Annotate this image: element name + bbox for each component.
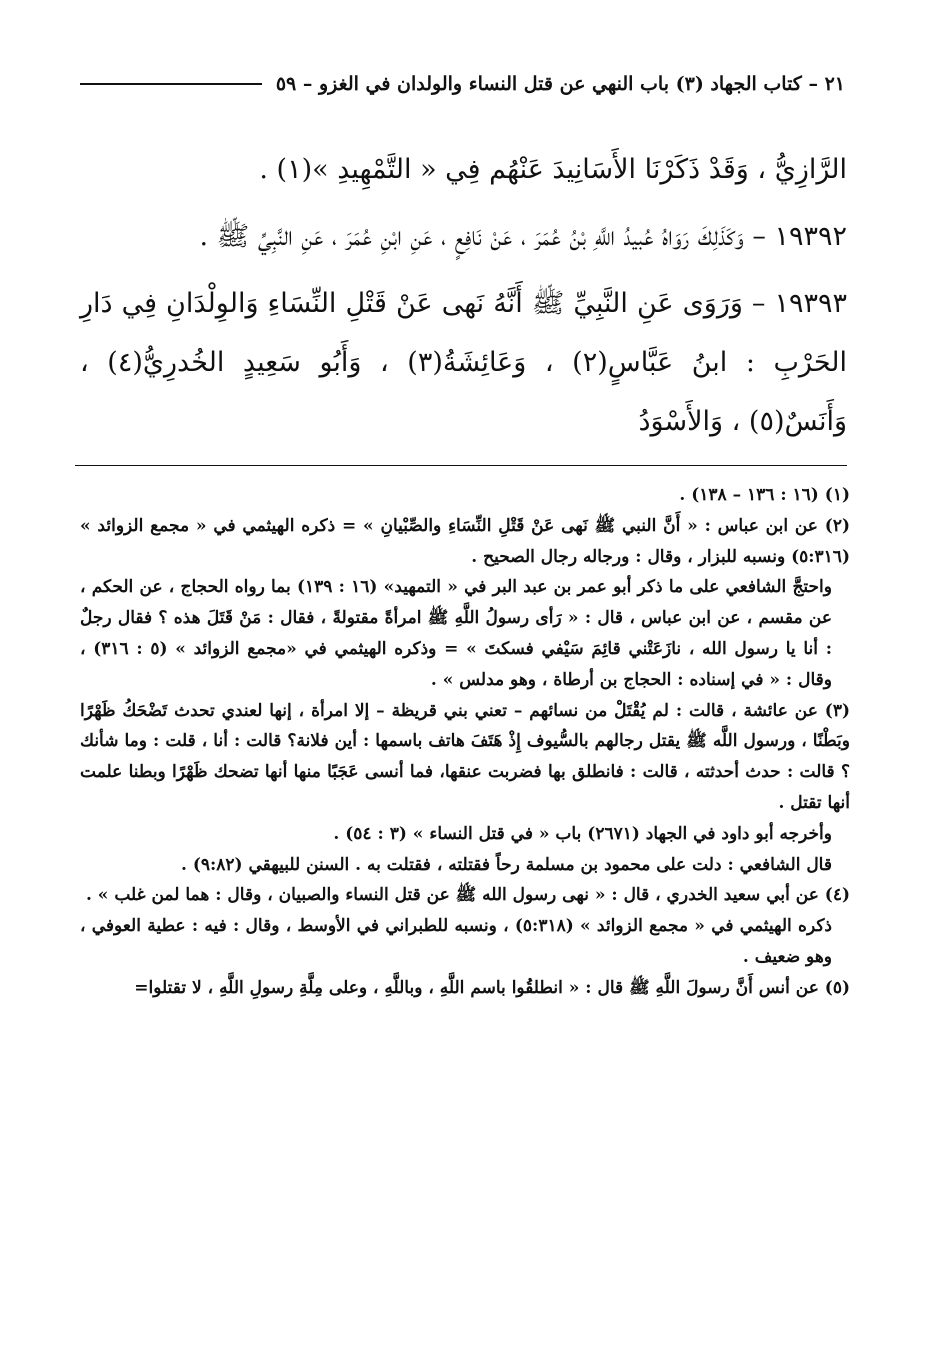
main-paragraph: ١٩٣٩٣ – وَرَوَى عَنِ النَّبِيِّ ﷺ أَنَّهُ نَهى عَنْ قَتْلِ النِّسَاءِ وَالوِلْدَانِ فِي دَارِ الحَرْبِ : ابنُ عَبَّاسٍ(٢) ، وَعَائِشَةُ(٣) ، وَأَبُو سَعِيدٍ الخُدرِيُّ(٤) ، وَأَنَسٌ(٥) ، وَالأَسْوَدُ <box>80 288 847 437</box>
main-paragraph: الرَّازِيُّ ، وَقَدْ ذَكَرْنَا الأَسَانِيدَ عَنْهُم فِي « التَّمْهِيدِ »(١) . <box>259 154 847 185</box>
footnote: (٥) عن أنس أَنَّ رسولَ اللَّهِ ﷺ قال : « انطلقُوا باسم اللَّهِ ، وباللَّهِ ، وعلى مِلَّةِ رسولِ اللَّهِ ، لا تقتلوا= <box>134 977 850 998</box>
main-paragraph: ١٩٣٩٢ – وَكَذَلِكَ رَوَاهُ عُبيدُ اللَّهِ بْنُ عُمَرَ ، عَنْ نَافِعٍ ، عَنِ ابْنِ عُمَرَ ، عَنِ النَّبِيِّ ﷺ . <box>199 221 847 252</box>
footnote: (١) (١٦ : ١٣٦ – ١٣٨) . <box>679 485 850 505</box>
footnote: (٢) عن ابن عباس : « أَنَّ النبي ﷺ نَهى عَنْ قَتْلِ النِّسَاءِ والصِّبْيانِ » = ذكره الهيثمي في « مجمع الزوائد » (٥:٣١٦) ونسبه للبزار ، وقال : ورجاله رجال الصحيح . <box>80 515 850 567</box>
footnotes <box>80 480 850 1004</box>
header-rule <box>80 83 262 85</box>
running-header <box>80 64 845 104</box>
footnote-continuation: واحتجَّ الشافعي على ما ذكر أبو عمر بن عبد البر في « التمهيد» (١٦ : ١٣٩) بما رواه الحجاج ، عن الحكم ، عن مقسم ، عن ابن عباس ، قال : « رَأى رسولُ اللَّهِ ﷺ امرأةً مقتولةً ، فقال : مَنْ قَتَلَ هذه ؟ فقال رجلٌ : أنا يا رسول الله ، نازَعَتْني قائِمَ سَيْفي فسكتَ » = وذكره الهيثمي في «مجمع الزوائد » (٥ : ٣١٦) ، وقال : « في إسناده : الحجاج بن أرطاة ، وهو مدلس » . <box>80 577 832 690</box>
footnote-separator <box>75 465 847 466</box>
footnote-continuation: قال الشافعي : دلت على محمود بن مسلمة رحاً فقتلته ، فقتلت به . السنن للبيهقي (٩:٨٢) . <box>180 854 832 875</box>
footnote: (٣) عن عائشة ، قالت : لم يُقْتَلْ من نسائهم – تعني بني قريظة – إلا امرأة ، إنها لعندي تحدث تَضْحَكُ ظَهْرًا وبَطْنًا ، ورسول اللَّه ﷺ يقتل رجالهم بالسُّيوف إِذْ هَتَفَ هاتف باسمها : أين فلانة؟ قالت : أنا ، قلت : وما شأنك ؟ قالت : حدث أحدثته ، قالت : فانطلق بها فضربت عنقها، فما أنسى عَجَبًا منها أنها تضحك ظَهْرًا وبطنا علمت أنها تقتل . <box>80 700 850 813</box>
footnote-continuation: وأخرجه أبو داود في الجهاد (٢٦٧١) باب « في قتل النساء » (٣ : ٥٤) . <box>333 823 832 844</box>
running-title: ٢١ – كتاب الجهاد (٣) باب النهي عن قتل النساء والولدان في الغزو – ٥٩ <box>275 73 845 95</box>
main-text <box>80 140 847 451</box>
footnote-continuation: ذكره الهيثمي في « مجمع الزوائد » (٥:٣١٨) ، ونسبه للطبراني في الأوسط ، وقال : فيه : عطية العوفي ، وهو ضعيف . <box>80 916 832 967</box>
footnote: (٤) عن أبي سعيد الخدري ، قال : « نهى رسول الله ﷺ عن قتل النساء والصبيان ، وقال : هما لمن غلب » . <box>85 885 850 906</box>
